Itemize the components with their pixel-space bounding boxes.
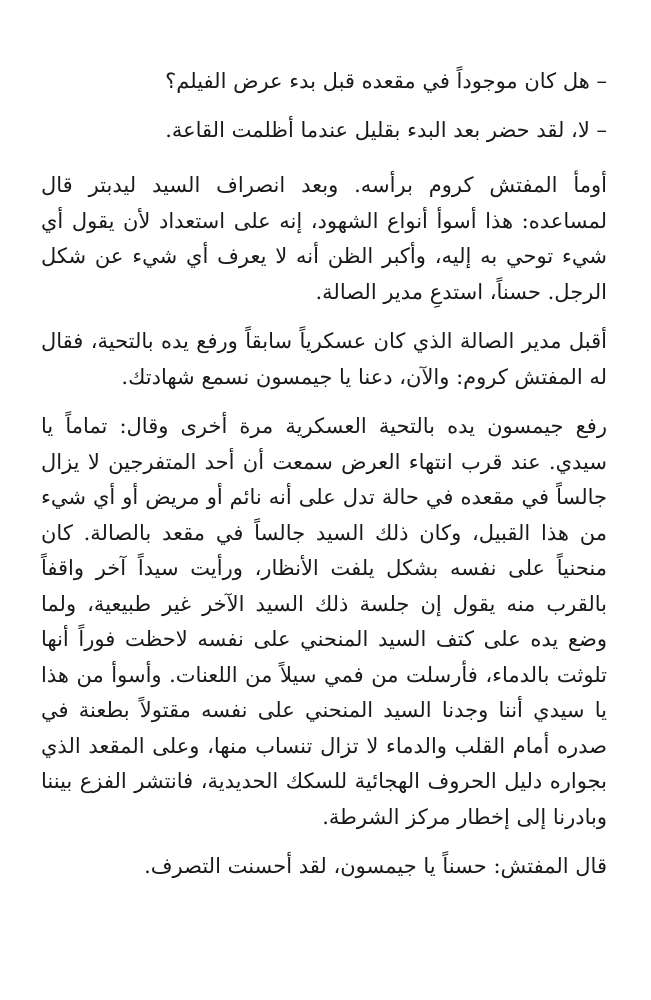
paragraph-jameson-testimony: رفع جيمسون يده بالتحية العسكرية مرة أخرى وقال: تماماً يا سيدي. عند قرب انتهاء العرض سمعت أن أحد المتفرجين لا يزال جالساً في مقعده في حالة تدل على أنه نائم أو مريض أو أي شيء من هذا القبيل، وكان ذلك السيد جالساً في مقعد بالصالة. كان منحنياً على نفسه بشكل يلفت الأنظار، ورأيت سيداً آخر واقفاً بالقرب منه يقول إن جلسة ذلك السيد الآخر غير طبيعية، ولما وضع يده على كتف السيد المنحني على نفسه لاحظت فوراً أنها تلوثت بالدماء، فأرسلت من فمي سيلاً من اللعنات. وأسوأ من هذا يا سيدي أننا وجدنا السيد المنحني على نفسه مقتولاً بطعنة في صدره أمام القلب والدماء لا تزال تنساب منها، وعلى المقعد الذي بجواره دليل الحروف الهجائية للسكك الحديدية، فانتشر الفزع بيننا وبادرنا إلى إخطار مركز الشرطة.: [41, 414, 607, 829]
paragraph-inspector-reply: قال المفتش: حسناً يا جيمسون، لقد أحسنت التصرف.: [144, 854, 607, 878]
dialogue-line-answer: – لا، لقد حضر بعد البدء بقليل عندما أظلمت القاعة.: [165, 117, 607, 142]
dialogue-line-question: – هل كان موجوداً في مقعده قبل بدء عرض الفيلم؟: [165, 69, 607, 93]
paragraph-inspector-nods: أومأ المفتش كروم برأسه. وبعد انصراف السيد ليدبتر قال لمساعده: هذا أسوأ أنواع الشهود، إنه على استعداد لأن يقول أي شيء توحي به إليه، وأكبر الظن أنه لا يعرف أي شيء عن شكل الرجل. حسناً، استدعِ مدير الصالة.: [41, 173, 607, 304]
paragraph-hall-manager: أقبل مدير الصالة الذي كان عسكرياً سابقاً ورفع يده بالتحية، فقال له المفتش كروم: والآن، دعنا يا جيمسون نسمع شهادتك.: [41, 329, 607, 389]
